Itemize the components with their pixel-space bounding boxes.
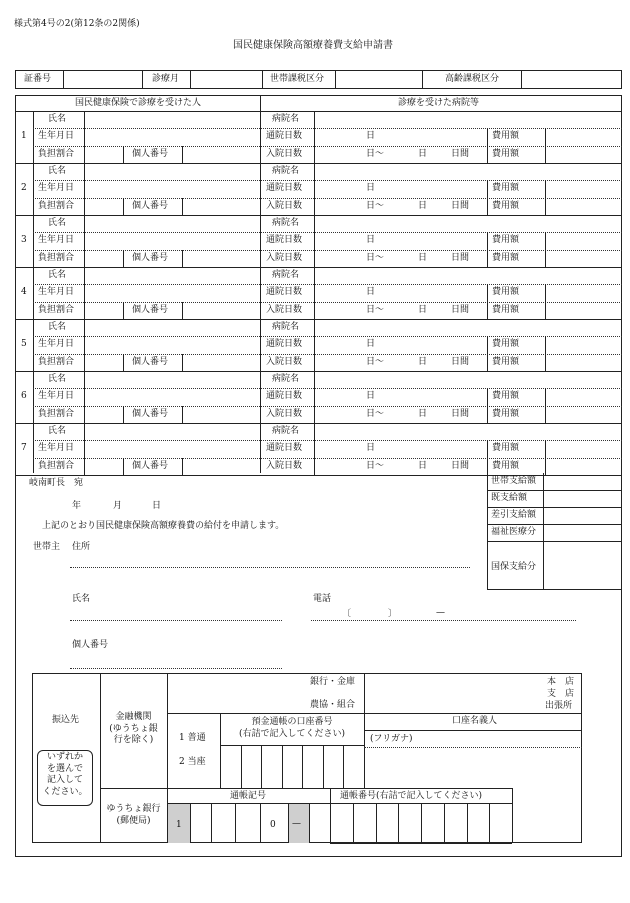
phone-paren-open: 〔 xyxy=(342,609,352,619)
inpatient-from: 日～ xyxy=(366,304,385,315)
inpatient-days-label: 入院日数 xyxy=(266,304,303,315)
inpatient-period: 日間 xyxy=(451,304,470,315)
outpatient-days-label: 通院日数 xyxy=(266,183,303,194)
financial-institution-label: 金融機関 (ゆうちょ銀 行を除く) xyxy=(109,712,158,746)
personal-number-label: 個人番号 xyxy=(132,252,169,263)
inpatient-to: 日 xyxy=(418,460,428,471)
transfer-note: いずれか を選んで 記入して ください。 xyxy=(42,752,88,798)
inpatient-period: 日間 xyxy=(451,200,470,211)
transfer-to-label: 振込先 xyxy=(52,715,80,725)
account-type-current[interactable]: 2 当座 xyxy=(179,757,206,767)
inpatient-to: 日 xyxy=(418,304,428,315)
date-month: 月 xyxy=(113,501,123,511)
date-day: 日 xyxy=(152,501,162,511)
symbol-prefix: 1 xyxy=(176,820,182,830)
cost-label-1: 費用額 xyxy=(492,443,520,454)
hospital-name-label: 病院名 xyxy=(272,374,300,384)
name-label: 氏名 xyxy=(72,594,91,604)
cost-label-2: 費用額 xyxy=(492,304,520,315)
inpatient-to: 日 xyxy=(418,148,428,159)
inpatient-days-label: 入院日数 xyxy=(266,252,303,263)
personal-number-label: 個人番号 xyxy=(72,640,109,650)
outpatient-day-unit: 日 xyxy=(366,235,376,246)
burden-ratio-label: 負担割合 xyxy=(38,252,75,263)
hospital-header: 診療を受けた病院等 xyxy=(398,98,480,108)
payment-label: 福祉医療分 xyxy=(491,527,537,537)
symbol-dash: — xyxy=(292,819,301,829)
cert-no-label: 証番号 xyxy=(24,74,52,84)
entry-number: 4 xyxy=(21,287,27,298)
outpatient-day-unit: 日 xyxy=(366,287,376,298)
account-number-header: 預金通帳の口座番号 (右詰で記入してください) xyxy=(238,717,346,739)
inpatient-to: 日 xyxy=(418,200,428,211)
hospital-name-label: 病院名 xyxy=(272,166,300,176)
outpatient-days-label: 通院日数 xyxy=(266,131,303,142)
patient-dob-label: 生年月日 xyxy=(38,131,75,142)
outpatient-day-unit: 日 xyxy=(366,339,376,350)
householder-label: 世帯主 xyxy=(33,542,61,552)
patient-dob-label: 生年月日 xyxy=(38,443,75,454)
patient-dob-label: 生年月日 xyxy=(38,235,75,246)
cost-label-2: 費用額 xyxy=(492,460,520,471)
inpatient-from: 日～ xyxy=(366,200,385,211)
outpatient-days-label: 通院日数 xyxy=(266,391,303,402)
entry-number: 7 xyxy=(21,443,27,454)
patient-name-label: 氏名 xyxy=(48,426,67,436)
addressee: 岐南町長 宛 xyxy=(29,478,84,488)
inpatient-days-label: 入院日数 xyxy=(266,408,303,419)
payment-label: 既支給額 xyxy=(491,493,528,503)
symbol-zero: 0 xyxy=(270,820,276,830)
hospital-name-label: 病院名 xyxy=(272,114,300,124)
phone-paren-close: 〕 xyxy=(388,609,398,619)
inpatient-days-label: 入院日数 xyxy=(266,356,303,367)
personal-number-label: 個人番号 xyxy=(132,356,169,367)
inpatient-to: 日 xyxy=(418,408,428,419)
entry-number: 6 xyxy=(21,391,27,402)
patient-name-label: 氏名 xyxy=(48,166,67,176)
outpatient-days-label: 通院日数 xyxy=(266,339,303,350)
outpatient-day-unit: 日 xyxy=(366,131,376,142)
inpatient-days-label: 入院日数 xyxy=(266,460,303,471)
patient-name-label: 氏名 xyxy=(48,218,67,228)
payment-label: 差引支給額 xyxy=(491,510,537,520)
account-type-normal[interactable]: 1 普通 xyxy=(179,733,206,743)
bank-type-bank: 銀行・金庫 xyxy=(310,677,356,687)
name-field[interactable] xyxy=(70,620,282,621)
inpatient-days-label: 入院日数 xyxy=(266,148,303,159)
outpatient-day-unit: 日 xyxy=(366,391,376,402)
cost-label-1: 費用額 xyxy=(492,131,520,142)
cost-label-2: 費用額 xyxy=(492,148,520,159)
inpatient-period: 日間 xyxy=(451,252,470,263)
tax-class-label: 世帯課税区分 xyxy=(270,74,325,84)
burden-ratio-label: 負担割合 xyxy=(38,304,75,315)
address-label: 住所 xyxy=(72,542,91,552)
hospital-name-label: 病院名 xyxy=(272,218,300,228)
entry-number: 1 xyxy=(21,131,27,142)
phone-label: 電話 xyxy=(313,594,332,604)
patient-dob-label: 生年月日 xyxy=(38,339,75,350)
patient-header: 国民健康保険で診療を受けた人 xyxy=(75,98,202,108)
burden-ratio-label: 負担割合 xyxy=(38,356,75,367)
entry-number: 5 xyxy=(21,339,27,350)
account-holder-header: 口座名義人 xyxy=(452,716,498,726)
burden-ratio-label: 負担割合 xyxy=(38,148,75,159)
phone-dash: — xyxy=(436,608,445,618)
branch-sub: 支 店 xyxy=(547,689,575,699)
inpatient-period: 日間 xyxy=(451,356,470,367)
inpatient-to: 日 xyxy=(418,252,428,263)
cost-label-1: 費用額 xyxy=(492,339,520,350)
address-field[interactable] xyxy=(70,567,470,568)
outpatient-days-label: 通院日数 xyxy=(266,443,303,454)
personal-number-field[interactable] xyxy=(70,668,282,669)
payment-label: 世帯支給額 xyxy=(491,476,537,486)
personal-number-label: 個人番号 xyxy=(132,460,169,471)
date-year: 年 xyxy=(72,501,82,511)
inpatient-from: 日～ xyxy=(366,356,385,367)
elderly-tax-class-label: 高齢課税区分 xyxy=(445,74,500,84)
outpatient-days-label: 通院日数 xyxy=(266,287,303,298)
bank-type-coop: 農協・組合 xyxy=(310,700,356,710)
inpatient-from: 日～ xyxy=(366,460,385,471)
outpatient-day-unit: 日 xyxy=(366,183,376,194)
patient-dob-label: 生年月日 xyxy=(38,287,75,298)
cost-label-2: 費用額 xyxy=(492,200,520,211)
patient-dob-label: 生年月日 xyxy=(38,183,75,194)
cost-label-2: 費用額 xyxy=(492,356,520,367)
branch-office: 出張所 xyxy=(545,701,573,711)
patient-dob-label: 生年月日 xyxy=(38,391,75,402)
month-label: 診療月 xyxy=(152,74,180,84)
payment-label: 国保支給分 xyxy=(491,562,537,572)
inpatient-period: 日間 xyxy=(451,460,470,471)
personal-number-label: 個人番号 xyxy=(132,408,169,419)
cost-label-2: 費用額 xyxy=(492,252,520,263)
inpatient-from: 日～ xyxy=(366,408,385,419)
inpatient-period: 日間 xyxy=(451,408,470,419)
yucho-label: ゆうちょ銀行 (郵便局) xyxy=(106,804,161,826)
form-number: 様式第4号の2(第12条の2関係) xyxy=(14,19,140,29)
furigana-label: (フリガナ) xyxy=(370,734,413,744)
entry-number: 2 xyxy=(21,183,27,194)
outpatient-days-label: 通院日数 xyxy=(266,235,303,246)
inpatient-to: 日 xyxy=(418,356,428,367)
personal-number-label: 個人番号 xyxy=(132,200,169,211)
cost-label-1: 費用額 xyxy=(492,235,520,246)
inpatient-from: 日～ xyxy=(366,148,385,159)
branch-main: 本 店 xyxy=(547,677,575,687)
patient-name-label: 氏名 xyxy=(48,374,67,384)
passbook-symbol-header: 通帳記号 xyxy=(230,791,267,801)
personal-number-label: 個人番号 xyxy=(132,148,169,159)
personal-number-label: 個人番号 xyxy=(132,304,169,315)
inpatient-days-label: 入院日数 xyxy=(266,200,303,211)
application-statement: 上記のとおり国民健康保険高額療養費の給付を申請します。 xyxy=(42,521,285,531)
phone-field[interactable] xyxy=(311,620,576,621)
cost-label-1: 費用額 xyxy=(492,183,520,194)
inpatient-period: 日間 xyxy=(451,148,470,159)
patient-name-label: 氏名 xyxy=(48,270,67,280)
hospital-name-label: 病院名 xyxy=(272,322,300,332)
cost-label-1: 費用額 xyxy=(492,391,520,402)
cost-label-1: 費用額 xyxy=(492,287,520,298)
hospital-name-label: 病院名 xyxy=(272,270,300,280)
form-title: 国民健康保険高額療養費支給申請書 xyxy=(233,40,393,51)
passbook-number-header: 通帳番号(右詰で記入してください) xyxy=(340,791,483,801)
hospital-name-label: 病院名 xyxy=(272,426,300,436)
burden-ratio-label: 負担割合 xyxy=(38,460,75,471)
inpatient-from: 日～ xyxy=(366,252,385,263)
patient-name-label: 氏名 xyxy=(48,114,67,124)
cost-label-2: 費用額 xyxy=(492,408,520,419)
entry-number: 3 xyxy=(21,235,27,246)
burden-ratio-label: 負担割合 xyxy=(38,408,75,419)
outpatient-day-unit: 日 xyxy=(366,443,376,454)
burden-ratio-label: 負担割合 xyxy=(38,200,75,211)
patient-name-label: 氏名 xyxy=(48,322,67,332)
